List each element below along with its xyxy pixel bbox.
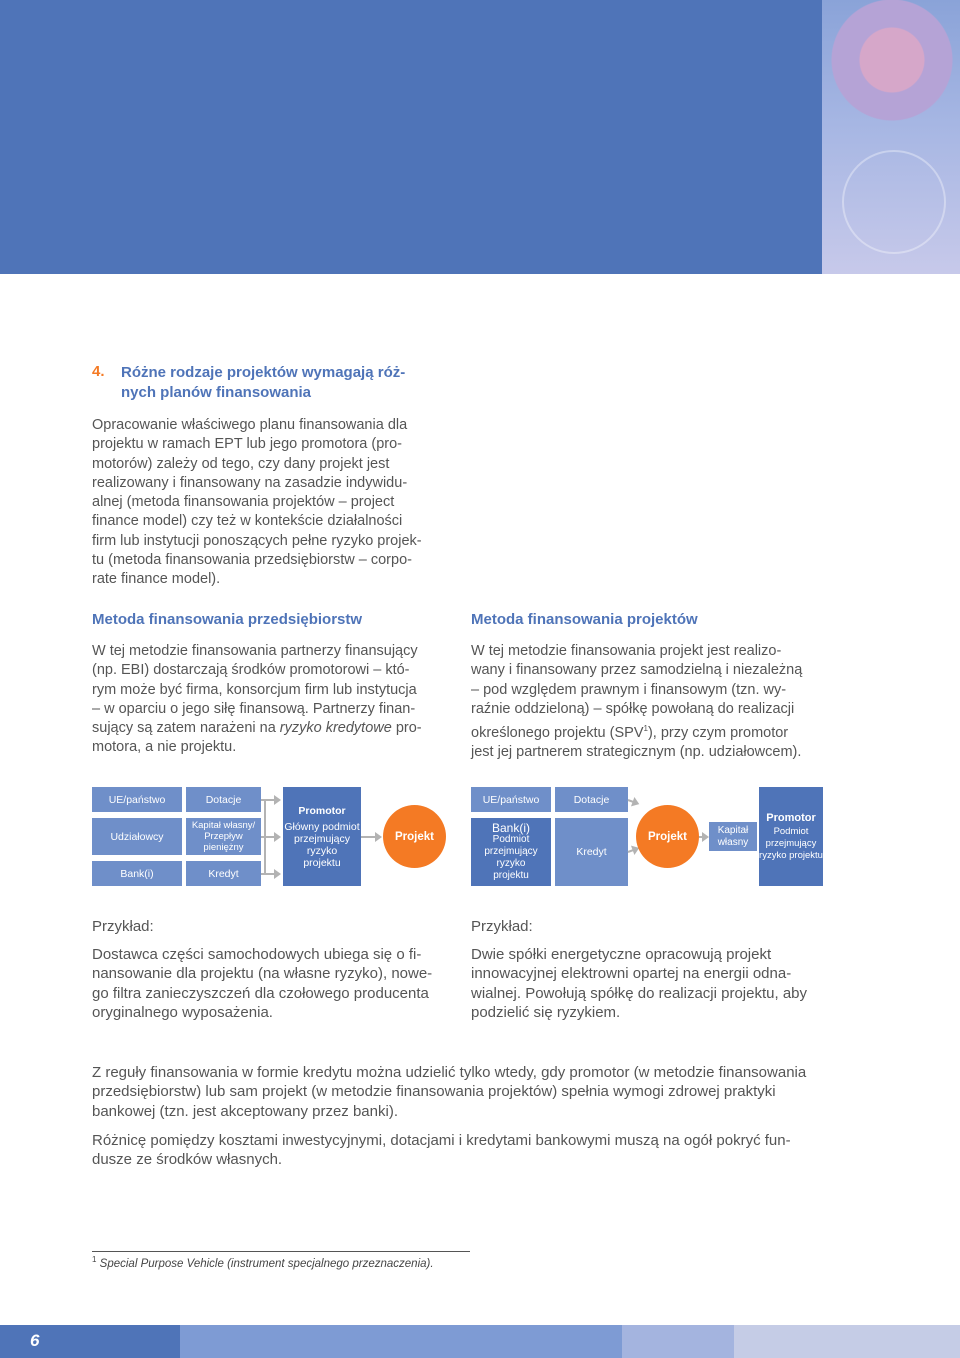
bottom-line: Różnicę pomiędzy kosztami inwestycyjnymi, dotacjami i kredytami bankowymi muszą na ogół pokryć fun- xyxy=(92,1132,791,1149)
left-heading: Metoda finansowania przedsiębiorstw xyxy=(92,611,363,628)
right-para-line: – pod względem prawnym i finansowym (tzn. wy- xyxy=(471,681,787,698)
header-banner xyxy=(0,0,960,274)
left-para-line: W tej metodzie finansowania partnerzy finansujący xyxy=(92,643,418,659)
right-example-line: Dwie spółki energetyczne opracowują projekt xyxy=(471,946,772,963)
arrow-dotacje xyxy=(628,799,634,803)
bottom-paragraph-2 xyxy=(92,1131,824,1170)
promotor-line: ryzyko projektu xyxy=(759,849,823,861)
right-para-text: ), przy czym promotor xyxy=(647,725,789,742)
box-promotor xyxy=(759,787,823,886)
left-paragraph xyxy=(92,642,444,758)
intro-line: Opracowanie właściwego planu finansowania dla xyxy=(92,417,408,433)
promotor-line: Podmiot xyxy=(773,825,809,837)
footnote xyxy=(92,1255,434,1270)
left-para-line: rym może być firma, konsorcjum firm lub instytucja xyxy=(92,681,417,698)
promotor-line: Główny podmiot xyxy=(284,820,360,833)
bottom-line: bankowej (tzn. jest akceptowany przez banki). xyxy=(92,1102,398,1120)
bottom-line: Z reguły finansowania w formie kredytu można udzielić tylko wtedy, gdy promotor (w metodzie finansowania xyxy=(92,1064,807,1081)
footnote-mark: 1 xyxy=(92,1255,97,1264)
arrow-kredyt xyxy=(261,873,275,875)
box-kapital-wlasny xyxy=(709,822,757,851)
footer-page-block xyxy=(0,1325,180,1358)
right-paragraph xyxy=(471,642,823,763)
bottom-paragraph-1 xyxy=(92,1063,824,1121)
section-title xyxy=(121,363,451,403)
intro-line: projektu w ramach EPT lub jego promotora (pro- xyxy=(92,436,403,453)
promotor-title: Promotor xyxy=(298,804,346,817)
footnote-ref: 1 xyxy=(643,724,648,734)
box-ue-panstwo: UE/państwo xyxy=(471,787,551,812)
kapital-line: Kapitał własny/ xyxy=(191,820,256,831)
right-para-line: W tej metodzie finansowania projekt jest realizo- xyxy=(471,643,782,659)
left-para-text: pro- xyxy=(391,720,422,737)
left-para-text: sujący są zatem narażeni na xyxy=(92,720,276,737)
box-kapital-przeplyw xyxy=(186,818,261,855)
bottom-line: dusze ze środków własnych. xyxy=(92,1151,283,1169)
footer-stripe xyxy=(622,1325,734,1358)
right-para-line: wany i finansowany przez samodzielną i niezależną xyxy=(471,662,803,679)
left-example-line: oryginalnego wyposażenia. xyxy=(92,1003,273,1021)
section-title-line2: nych planów finansowania xyxy=(121,384,312,401)
box-bank: Bank(i) xyxy=(92,861,182,886)
footer-bar xyxy=(0,1325,960,1358)
arrow-kredyt xyxy=(628,849,634,853)
intro-line: firm lub instytucji ponoszących pełne ryzyko projek- xyxy=(92,532,422,549)
intro-line: alnej (metoda finansowania projektów – project xyxy=(92,494,395,511)
right-example-line: innowacyjnej elektrowni opartej na energii odna- xyxy=(471,965,792,983)
arrow-kapital xyxy=(261,836,275,838)
page-number: 6 xyxy=(30,1331,40,1350)
promotor-title: Promotor xyxy=(766,811,816,824)
bank-line: projektu xyxy=(493,870,529,881)
promotor-line: projektu xyxy=(303,856,341,869)
box-udzialowcy: Udziałowcy xyxy=(92,818,182,855)
section-number: 4. xyxy=(92,363,105,380)
intro-line: rate finance model). xyxy=(92,571,221,588)
arrow-dotacje xyxy=(261,799,275,801)
left-example-line: go filtra zanieczyszczeń dla czołowego producenta xyxy=(92,984,429,1002)
box-ue-panstwo: UE/państwo xyxy=(92,787,182,812)
right-para-text: określonego projektu (SPV xyxy=(471,725,644,742)
promotor-line: przejmujący xyxy=(765,837,817,849)
intro-line: finance model) czy też w kontekście działalności xyxy=(92,513,403,530)
left-example-line: nansowanie dla projektu (na własne ryzyko), nowe- xyxy=(92,965,433,983)
bottom-line: przedsiębiorstw) lub sam projekt (w metodzie finansowania projektów) spełnia wymogi zdrowej praktyki xyxy=(92,1083,776,1101)
right-example-text xyxy=(471,945,823,1022)
circle-projekt: Projekt xyxy=(383,805,446,868)
right-para-line xyxy=(471,719,823,743)
bank-title: Bank(i) xyxy=(491,821,530,835)
box-dotacje: Dotacje xyxy=(186,787,261,812)
left-para-line: – w oparciu o jego siłę finansową. Partnerzy finan- xyxy=(92,700,416,717)
box-kredyt: Kredyt xyxy=(186,861,261,886)
box-dotacje: Dotacje xyxy=(555,787,628,812)
box-bank xyxy=(471,818,551,886)
right-para-line: jest jej partnerem strategicznym (np. udziałowcem). xyxy=(471,744,802,761)
box-kredyt: Kredyt xyxy=(555,818,628,886)
intro-paragraph xyxy=(92,416,447,590)
intro-line: tu (metoda finansowania przedsiębiorstw – corpo- xyxy=(92,552,412,569)
footnote-text: Special Purpose Vehicle (instrument specjalnego przeznaczenia). xyxy=(99,1257,434,1270)
right-heading: Metoda finansowania projektów xyxy=(471,611,698,628)
footnote-rule xyxy=(92,1251,470,1252)
bank-line: Podmiot xyxy=(492,834,530,845)
kapital-line: Przepływ xyxy=(204,831,243,842)
bank-line: przejmujący ryzyko xyxy=(484,846,538,869)
arrow-kapital xyxy=(699,836,703,838)
kapital-line: pieniężny xyxy=(203,842,244,853)
left-example-label: Przykład: xyxy=(92,918,154,935)
left-para-line xyxy=(92,719,444,738)
right-example-line: wialnej. Powołują spółkę do realizacji projektu, aby xyxy=(471,984,808,1002)
left-para-italic: ryzyko kredytowe xyxy=(279,720,392,737)
kapital-line: własny xyxy=(717,836,749,848)
box-promotor xyxy=(283,787,361,886)
left-example-line: Dostawca części samochodowych ubiega się o fi- xyxy=(92,946,422,963)
intro-line: motorów) zależy od tego, czy dany projekt jest xyxy=(92,455,390,472)
circle-projekt: Projekt xyxy=(636,805,699,868)
left-para-line: motora, a nie projektu. xyxy=(92,739,237,756)
right-example-line: podzielić się ryzykiem. xyxy=(471,1003,621,1021)
banner-photo xyxy=(822,0,960,274)
arrow-to-projekt xyxy=(361,836,376,838)
promotor-line: przejmujący ryzyko xyxy=(293,832,351,857)
kapital-line: Kapitał xyxy=(717,824,749,836)
left-example-text xyxy=(92,945,444,1022)
section-title-line1: Różne rodzaje projektów wymagają róż- xyxy=(121,364,406,381)
intro-line: realizowany i finansowany na zasadzie indywidu- xyxy=(92,474,408,491)
right-para-line: raźnie oddzieloną) – spółkę powołaną do realizacji xyxy=(471,700,795,717)
footer-stripe xyxy=(180,1325,622,1358)
right-example-label: Przykład: xyxy=(471,918,533,935)
left-para-line: (np. EBI) dostarczają środków promotorowi – któ- xyxy=(92,662,410,679)
